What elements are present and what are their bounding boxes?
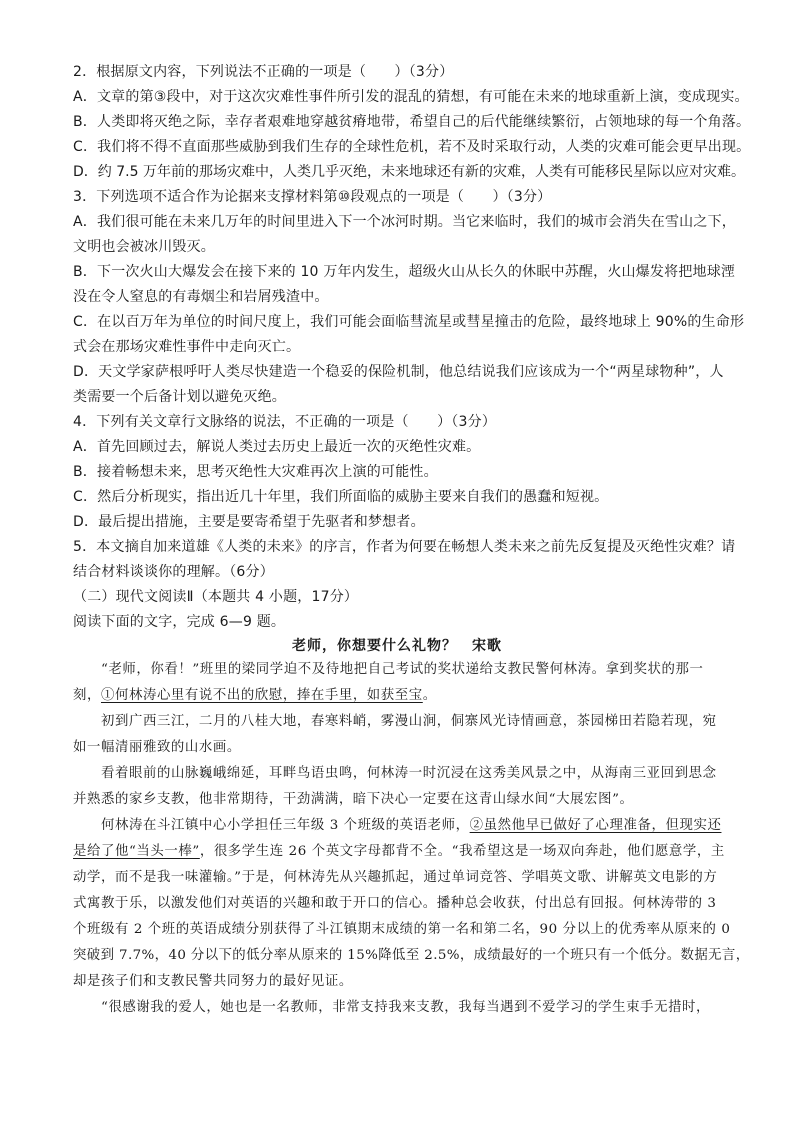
underlined-sentence-2-cont: 是给了他“当头一棒” bbox=[73, 844, 200, 859]
text-run: 何林涛在斗江镇中心小学担任三年级 3 个班级的英语老师， bbox=[101, 818, 470, 833]
text-run: 刻， bbox=[73, 688, 101, 703]
question-3-option-b-cont: 没在令人窒息的有毒烟尘和岩屑残渣中。 bbox=[73, 289, 329, 305]
question-4-option-c: C．然后分析现实，指出近几十年里，我们所面临的威胁主要来自我们的愚蠢和短视。 bbox=[73, 489, 609, 505]
article-paragraph-2-line-1: 初到广西三江，二月的八桂大地，春寒料峭，雾漫山涧，侗寨风光诗情画意，茶园梯田若隐若现，宛 bbox=[101, 714, 717, 729]
question-3-option-b: B．下一次火山大爆发会在接下来的 10 万年内发生，超级火山从长久的休眠中苏醒，火山爆发将把地球湮 bbox=[73, 264, 736, 280]
question-5-stem-cont: 结合材料谈谈你的理解。（6分） bbox=[73, 564, 274, 580]
question-3-option-a: A．我们很可能在未来几万年的时间里进入下一个冰河时期。当它来临时，我们的城市会消失在雪山之下， bbox=[73, 214, 736, 230]
question-4-option-b: B．接着畅想未来，思考灭绝性大灾难再次上演的可能性。 bbox=[73, 464, 438, 480]
question-3-option-a-cont: 文明也会被冰川毁灭。 bbox=[73, 239, 215, 255]
article-paragraph-3-line-2: 并熟悉的家乡支教，他非常期待，干劲满满，暗下决心一定要在这青山绿水间“大展宏图”。 bbox=[73, 792, 634, 807]
article-paragraph-4-line-7: 却是孩子们和支教民警共同努力的最好见证。 bbox=[73, 974, 353, 989]
article-paragraph-1-line-2 bbox=[73, 686, 437, 706]
article-paragraph-4-line-4: 式寓教于乐，以激发他们对英语的兴趣和敢于开口的信心。播种总会收获，付出总有回报。何林涛带的 3 bbox=[73, 896, 717, 911]
question-2-stem: 2．根据原文内容，下列说法不正确的一项是（ ）（3分） bbox=[73, 64, 454, 80]
article-paragraph-4-line-1 bbox=[101, 816, 721, 836]
question-2-option-c: C．我们将不得不直面那些威胁到我们生存的全球性危机，若不及时采取行动，人类的灾难可能会更早出现。 bbox=[73, 139, 751, 155]
question-2-option-a: A．文章的第③段中，对于这次灾难性事件所引发的混乱的猜想，有可能在未来的地球重新上演，变成现实。 bbox=[73, 89, 749, 105]
question-3-stem: 3．下列选项不适合作为论据来支撑材料第⑩段观点的一项是（ ）（3分） bbox=[73, 189, 552, 205]
article-paragraph-2-line-2: 如一幅清丽雅致的山水画。 bbox=[73, 740, 241, 755]
text-run: 。 bbox=[422, 688, 437, 703]
question-3-option-c: C．在以百万年为单位的时间尺度上，我们可能会面临彗流星或彗星撞击的危险，最终地球上 90%的生命形 bbox=[73, 314, 745, 330]
article-title: 老师，你想要什么礼物？ 宋歌 bbox=[292, 638, 502, 654]
question-3-option-d: D．天文学家萨根呼吁人类尽快建造一个稳妥的保险机制，他总结说我们应该成为一个“两星球物种”，人 bbox=[73, 364, 724, 380]
question-3-option-c-cont: 式会在那场灾难性事件中走向灭亡。 bbox=[73, 339, 301, 355]
question-3-option-d-cont: 类需要一个后备计划以避免灭绝。 bbox=[73, 389, 286, 405]
text-run: ，很多学生连 26 个英文字母都背不全。“我希望这是一场双向奔赴，他们愿意学，主 bbox=[199, 844, 725, 859]
question-4-stem: 4．下列有关文章行文脉络的说法，不正确的一项是（ ）（3分） bbox=[73, 414, 497, 430]
section-instruction: 阅读下面的文字，完成 6—9 题。 bbox=[73, 614, 286, 630]
question-2-option-d: D．约 7.5 万年前的那场灾难中，人类几乎灭绝，未来地球还有新的灾难，人类有可能移民星际以应对灾难。 bbox=[73, 164, 745, 180]
article-paragraph-1-line-1: “老师，你看！”班里的梁同学迫不及待地把自己考试的奖状递给支教民警何林涛。拿到奖状的那一 bbox=[101, 662, 704, 677]
article-paragraph-4-line-5: 个班级有 2 个班的英语成绩分别获得了斗江镇期末成绩的第一名和第二名，90 分以上的优秀率从原来的 0 bbox=[73, 922, 731, 937]
section-heading: （二）现代文阅读Ⅱ（本题共 4 小题，17分） bbox=[73, 589, 359, 605]
article-paragraph-4-line-6: 突破到 7.7%，40 分以下的低分率从原来的 15%降低至 2.5%，成绩最好的一个班只有一个低分。数据无言， bbox=[73, 948, 750, 963]
question-4-option-a: A．首先回顾过去，解说人类过去历史上最近一次的灭绝性灾难。 bbox=[73, 439, 481, 455]
question-5-stem: 5．本文摘自加来道雄《人类的未来》的序言，作者为何要在畅想人类未来之前先反复提及灭绝性灾难？请 bbox=[73, 539, 736, 555]
article-paragraph-3-line-1: 看着眼前的山脉巍峨绵延，耳畔鸟语虫鸣，何林涛一时沉浸在这秀美风景之中，从海南三亚回到思念 bbox=[101, 766, 717, 781]
article-paragraph-4-line-2 bbox=[73, 842, 725, 862]
question-2-option-b: B．人类即将灭绝之际，幸存者艰难地穿越贫瘠地带，希望自己的后代能继续繁衍，占领地球的每一个角落。 bbox=[73, 114, 751, 130]
article-paragraph-4-line-3: 动学，而不是我一味灌输。”于是，何林涛先从兴趣抓起，通过单词竞答、学唱英文歌、讲解英文电影的方 bbox=[73, 870, 718, 885]
question-4-option-d: D．最后提出措施，主要是要寄希望于先驱者和梦想者。 bbox=[73, 514, 425, 530]
underlined-sentence-1: ①何林涛心里有说不出的欣慰，捧在手里，如获至宝 bbox=[100, 688, 423, 703]
article-paragraph-5-line-1: “很感谢我的爱人，她也是一名教师，非常支持我来支教，我每当遇到不爱学习的学生束手无措时， bbox=[101, 1000, 711, 1015]
underlined-sentence-2: ②虽然他早已做好了心理准备，但现实还 bbox=[469, 818, 722, 833]
